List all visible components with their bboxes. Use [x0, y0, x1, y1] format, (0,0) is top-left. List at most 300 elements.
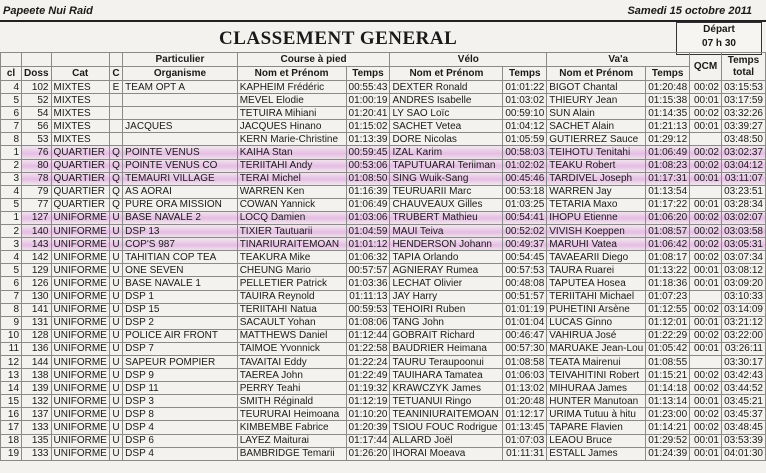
category-cell: UNIFORME [51, 238, 109, 251]
velo-time-cell: 01:13:45 [503, 421, 547, 434]
qcm-cell: 00:01 [690, 264, 722, 277]
vaa-time-cell: 01:21:13 [646, 120, 690, 133]
velo-time-cell: 01:13:02 [503, 382, 547, 395]
course-name-cell: TIXIER Tautuarii [237, 225, 346, 238]
vaa-time-cell: 01:17:22 [646, 198, 690, 211]
velo-name-cell: AGNIERAY Rumea [390, 264, 503, 277]
table-row [1, 382, 766, 395]
category-cell: UNIFORME [51, 316, 109, 329]
table-row [1, 133, 766, 146]
velo-time-cell: 01:01:22 [503, 81, 547, 94]
organisme-cell: DSP 9 [123, 369, 238, 382]
rank-cell: 4 [1, 81, 22, 94]
qcm-cell: 00:02 [690, 146, 722, 159]
bib-cell: 127 [22, 211, 51, 224]
table-row [1, 251, 766, 264]
vaa-name-cell: TAPARE Flavien [547, 421, 646, 434]
organisme-cell: DSP 4 [123, 421, 238, 434]
category-cell: UNIFORME [51, 342, 109, 355]
qcm-cell: 00:01 [690, 342, 722, 355]
organisme-cell: DSP 3 [123, 395, 238, 408]
course-time-cell: 00:59:45 [346, 146, 390, 159]
category-cell: QUARTIER [51, 146, 109, 159]
bib-cell: 136 [22, 342, 51, 355]
category-cell: MIXTES [51, 107, 109, 120]
total-time-cell: 03:26:11 [721, 342, 765, 355]
category-code-cell: U [109, 408, 122, 421]
course-name-cell: PERRY Teahi [237, 382, 346, 395]
category-code-cell: U [109, 355, 122, 368]
course-time-cell: 00:59:53 [346, 303, 390, 316]
rank-cell: 7 [1, 290, 22, 303]
velo-name-cell: SACHET Vetea [390, 120, 503, 133]
header-rule [0, 20, 766, 22]
course-time-cell: 01:08:06 [346, 316, 390, 329]
total-time-cell: 03:23:51 [721, 185, 765, 198]
vaa-name-cell: MIHURAA James [547, 382, 646, 395]
organisme-cell: DSP 2 [123, 316, 238, 329]
table-row [1, 211, 766, 224]
vaa-name-cell: TEIHOTU Tenitahi [547, 146, 646, 159]
table-row [1, 159, 766, 172]
vaa-name-cell: PUHETINI Arsène [547, 303, 646, 316]
qcm-cell [690, 290, 722, 303]
table-row [1, 434, 766, 447]
col-vaa-nom: Nom et Prénom [547, 67, 646, 81]
vaa-time-cell: 01:13:14 [646, 395, 690, 408]
category-code-cell: E [109, 81, 122, 94]
qcm-cell: 00:02 [690, 211, 722, 224]
qcm-cell: 00:02 [690, 81, 722, 94]
total-time-cell: 03:28:34 [721, 198, 765, 211]
col-cat: Cat [51, 67, 109, 81]
vaa-name-cell: TEAKU Robert [547, 159, 646, 172]
col-c: C [109, 67, 122, 81]
rank-cell: 18 [1, 434, 22, 447]
page-title: CLASSEMENT GENERAL [219, 28, 458, 49]
table-row [1, 355, 766, 368]
velo-name-cell: GOBRAIT Richard [390, 329, 503, 342]
qcm-cell [690, 355, 722, 368]
course-name-cell: WARREN Ken [237, 185, 346, 198]
velo-time-cell: 00:57:30 [503, 342, 547, 355]
total-time-cell: 03:32:26 [721, 107, 765, 120]
course-name-cell: TETUIRA Mihiani [237, 107, 346, 120]
table-row [1, 408, 766, 421]
category-cell: UNIFORME [51, 369, 109, 382]
velo-name-cell: LECHAT Olivier [390, 277, 503, 290]
course-time-cell: 01:22:49 [346, 369, 390, 382]
velo-time-cell: 00:54:41 [503, 211, 547, 224]
total-time-cell: 03:04:12 [721, 159, 765, 172]
category-code-cell: U [109, 382, 122, 395]
velo-time-cell: 01:04:12 [503, 120, 547, 133]
velo-time-cell: 00:57:53 [503, 264, 547, 277]
rank-cell: 7 [1, 120, 22, 133]
qcm-cell: 00:01 [690, 434, 722, 447]
course-time-cell: 01:06:49 [346, 198, 390, 211]
velo-time-cell: 00:46:47 [503, 329, 547, 342]
course-time-cell: 01:16:39 [346, 185, 390, 198]
organisme-cell: TEAM OPT A [123, 81, 238, 94]
bib-cell: 135 [22, 434, 51, 447]
col-doss: Doss [22, 67, 51, 81]
course-name-cell: BAMBRIDGE Temarii [237, 447, 346, 460]
category-code-cell: U [109, 421, 122, 434]
table-row [1, 264, 766, 277]
course-time-cell: 01:20:39 [346, 421, 390, 434]
bib-cell: 142 [22, 251, 51, 264]
col-velo-nom: Nom et Prénom [390, 67, 503, 81]
vaa-time-cell: 01:14:21 [646, 421, 690, 434]
group-velo: Vélo [390, 53, 547, 67]
bib-cell: 102 [22, 81, 51, 94]
bib-cell: 143 [22, 238, 51, 251]
vaa-name-cell: TEIVAHITINI Robert [547, 369, 646, 382]
velo-time-cell: 01:07:03 [503, 434, 547, 447]
organisme-cell: SAPEUR POMPIER [123, 355, 238, 368]
organisme-cell [123, 94, 238, 107]
vaa-name-cell: URIMA Tutuu à hitu [547, 408, 646, 421]
velo-name-cell: BAUDRIER Heimana [390, 342, 503, 355]
rank-cell: 2 [1, 159, 22, 172]
velo-time-cell: 00:48:08 [503, 277, 547, 290]
depart-box [676, 22, 762, 55]
velo-name-cell: DORE Nicolas [390, 133, 503, 146]
course-time-cell: 01:22:58 [346, 342, 390, 355]
course-time-cell: 01:15:02 [346, 120, 390, 133]
vaa-name-cell: IHOPU Etienne [547, 211, 646, 224]
qcm-cell: 00:02 [690, 159, 722, 172]
total-time-cell: 03:45:21 [721, 395, 765, 408]
group-vaa: Va'a [547, 53, 690, 67]
vaa-name-cell: TETARIA Maxo [547, 198, 646, 211]
qcm-cell: 00:02 [690, 251, 722, 264]
bib-cell: 52 [22, 94, 51, 107]
vaa-time-cell: 01:06:20 [646, 211, 690, 224]
table-row [1, 225, 766, 238]
category-cell: UNIFORME [51, 329, 109, 342]
category-code-cell [109, 94, 122, 107]
velo-name-cell: ANDRES Isabelle [390, 94, 503, 107]
vaa-name-cell: TEATA Mairenui [547, 355, 646, 368]
category-cell: UNIFORME [51, 211, 109, 224]
group-header-row [1, 53, 766, 67]
qcm-cell: 00:02 [690, 303, 722, 316]
category-code-cell: U [109, 395, 122, 408]
category-code-cell: Q [109, 185, 122, 198]
organisme-cell: POLICE AIR FRONT [123, 329, 238, 342]
category-cell: UNIFORME [51, 421, 109, 434]
qcm-cell: 00:02 [690, 408, 722, 421]
velo-time-cell: 01:05:59 [503, 133, 547, 146]
category-cell: MIXTES [51, 120, 109, 133]
velo-name-cell: TSIOU FOUC Rodrigue [390, 421, 503, 434]
category-code-cell: U [109, 369, 122, 382]
qcm-cell: 00:01 [690, 172, 722, 185]
velo-time-cell: 00:49:37 [503, 238, 547, 251]
organisme-cell: POINTE VENUS [123, 146, 238, 159]
rank-cell: 8 [1, 133, 22, 146]
total-time-cell: 03:17:59 [721, 94, 765, 107]
qcm-cell: 00:02 [690, 225, 722, 238]
organisme-cell: COP'S 987 [123, 238, 238, 251]
vaa-time-cell: 01:29:12 [646, 133, 690, 146]
bib-cell: 129 [22, 264, 51, 277]
qcm-cell: 00:01 [690, 198, 722, 211]
category-code-cell: U [109, 342, 122, 355]
bib-cell: 126 [22, 277, 51, 290]
vaa-name-cell: LUCAS Ginno [547, 316, 646, 329]
results-table [0, 52, 766, 461]
table-row [1, 94, 766, 107]
velo-name-cell: TAPIA Orlando [390, 251, 503, 264]
vaa-time-cell: 01:06:42 [646, 238, 690, 251]
course-name-cell: COWAN Yannick [237, 198, 346, 211]
category-code-cell: Q [109, 198, 122, 211]
course-time-cell: 01:01:12 [346, 238, 390, 251]
category-cell: QUARTIER [51, 172, 109, 185]
table-row [1, 107, 766, 120]
table-row [1, 369, 766, 382]
col-course-temps: Temps [346, 67, 390, 81]
bib-cell: 79 [22, 185, 51, 198]
velo-time-cell: 00:59:10 [503, 107, 547, 120]
course-time-cell: 01:06:32 [346, 251, 390, 264]
rank-cell: 10 [1, 329, 22, 342]
vaa-time-cell: 01:07:23 [646, 290, 690, 303]
organisme-cell: TAHITIAN COP TEA [123, 251, 238, 264]
course-time-cell: 01:12:44 [346, 329, 390, 342]
course-time-cell: 01:00:19 [346, 94, 390, 107]
vaa-name-cell: WARREN Jay [547, 185, 646, 198]
vaa-time-cell: 01:24:39 [646, 447, 690, 460]
category-code-cell [109, 120, 122, 133]
velo-name-cell: HENDERSON Johann [390, 238, 503, 251]
velo-name-cell: TAPUTUARAI Teriiman [390, 159, 503, 172]
velo-time-cell: 01:08:58 [503, 355, 547, 368]
total-time-cell: 03:45:37 [721, 408, 765, 421]
velo-name-cell: TAUIHARA Tamatea [390, 369, 503, 382]
category-cell: UNIFORME [51, 395, 109, 408]
organisme-cell: DSP 13 [123, 225, 238, 238]
course-time-cell: 01:13:39 [346, 133, 390, 146]
vaa-time-cell: 01:05:42 [646, 342, 690, 355]
course-name-cell: KIMBEMBE Fabrice [237, 421, 346, 434]
document-header [0, 3, 766, 20]
course-name-cell: JACQUES Hinano [237, 120, 346, 133]
velo-time-cell: 00:54:45 [503, 251, 547, 264]
category-cell: UNIFORME [51, 434, 109, 447]
table-row [1, 421, 766, 434]
rank-cell: 4 [1, 251, 22, 264]
vaa-time-cell: 01:08:55 [646, 355, 690, 368]
velo-time-cell: 01:01:04 [503, 316, 547, 329]
course-name-cell: TERIITAHI Andy [237, 159, 346, 172]
vaa-time-cell: 01:08:57 [646, 225, 690, 238]
group-course: Course à pied [237, 53, 390, 67]
category-code-cell [109, 133, 122, 146]
table-row [1, 447, 766, 460]
vaa-name-cell: TAURA Ruarei [547, 264, 646, 277]
category-cell: QUARTIER [51, 198, 109, 211]
bib-cell: 131 [22, 316, 51, 329]
rank-cell: 3 [1, 172, 22, 185]
category-cell: MIXTES [51, 81, 109, 94]
velo-name-cell: TEHOIRI Ruben [390, 303, 503, 316]
organisme-cell [123, 107, 238, 120]
vaa-time-cell: 01:13:54 [646, 185, 690, 198]
total-time-cell: 03:08:12 [721, 264, 765, 277]
bib-cell: 54 [22, 107, 51, 120]
category-cell: QUARTIER [51, 159, 109, 172]
bib-cell: 133 [22, 421, 51, 434]
vaa-time-cell: 01:29:52 [646, 434, 690, 447]
total-time-cell: 03:09:20 [721, 277, 765, 290]
category-code-cell: U [109, 434, 122, 447]
total-time-cell: 03:48:50 [721, 133, 765, 146]
category-code-cell: Q [109, 159, 122, 172]
table-row [1, 185, 766, 198]
category-cell: MIXTES [51, 94, 109, 107]
rank-cell: 1 [1, 146, 22, 159]
bib-cell: 53 [22, 133, 51, 146]
qcm-cell: 00:02 [690, 382, 722, 395]
total-time-cell: 03:05:31 [721, 238, 765, 251]
total-time-cell: 03:44:52 [721, 382, 765, 395]
bib-cell: 138 [22, 369, 51, 382]
col-vaa-temps: Temps [646, 67, 690, 81]
course-name-cell: TEAKURA Mike [237, 251, 346, 264]
bib-cell: 128 [22, 329, 51, 342]
course-name-cell: TAIMOE Yvonnick [237, 342, 346, 355]
col-velo-temps: Temps [503, 67, 547, 81]
results-body [1, 81, 766, 461]
category-code-cell: U [109, 290, 122, 303]
velo-name-cell: KRAWCZYK James [390, 382, 503, 395]
organisme-cell: DSP 6 [123, 434, 238, 447]
bib-cell: 78 [22, 172, 51, 185]
total-time-cell: 04:01:30 [721, 447, 765, 460]
rank-cell: 5 [1, 94, 22, 107]
velo-time-cell: 01:03:25 [503, 198, 547, 211]
vaa-time-cell: 01:06:49 [646, 146, 690, 159]
vaa-time-cell: 01:15:21 [646, 369, 690, 382]
vaa-name-cell: MARUHI Vatea [547, 238, 646, 251]
course-time-cell: 01:03:36 [346, 277, 390, 290]
total-time-cell: 03:42:43 [721, 369, 765, 382]
organisme-cell: DSP 15 [123, 303, 238, 316]
bib-cell: 132 [22, 395, 51, 408]
vaa-time-cell: 01:12:55 [646, 303, 690, 316]
category-code-cell: U [109, 238, 122, 251]
total-time-cell: 03:11:07 [721, 172, 765, 185]
qcm-cell: 00:01 [690, 94, 722, 107]
rank-cell: 5 [1, 198, 22, 211]
vaa-time-cell: 01:15:38 [646, 94, 690, 107]
qcm-cell: 00:02 [690, 238, 722, 251]
organisme-cell [123, 133, 238, 146]
qcm-cell: 00:02 [690, 369, 722, 382]
course-time-cell: 01:12:19 [346, 395, 390, 408]
table-row [1, 146, 766, 159]
rank-cell: 16 [1, 408, 22, 421]
course-time-cell: 00:55:43 [346, 81, 390, 94]
course-name-cell: TERIITAHI Natua [237, 303, 346, 316]
velo-name-cell: IZAL Karim [390, 146, 503, 159]
vaa-time-cell: 01:17:31 [646, 172, 690, 185]
rank-cell: 13 [1, 369, 22, 382]
vaa-name-cell: VIVISH Koeppen [547, 225, 646, 238]
vaa-name-cell: LEAOU Bruce [547, 434, 646, 447]
category-cell: UNIFORME [51, 447, 109, 460]
table-row [1, 290, 766, 303]
category-cell: UNIFORME [51, 277, 109, 290]
velo-time-cell: 01:12:17 [503, 408, 547, 421]
course-time-cell: 01:20:41 [346, 107, 390, 120]
rank-cell: 12 [1, 355, 22, 368]
vaa-time-cell: 01:08:17 [646, 251, 690, 264]
group-temps-total: Temps total [721, 53, 765, 81]
total-time-cell: 03:53:39 [721, 434, 765, 447]
vaa-name-cell: GUTIERREZ Sauce [547, 133, 646, 146]
velo-name-cell: IHORAI Moeava [390, 447, 503, 460]
category-code-cell: U [109, 251, 122, 264]
qcm-cell: 00:02 [690, 421, 722, 434]
velo-name-cell: JAY Harry [390, 290, 503, 303]
total-time-cell: 03:14:09 [721, 303, 765, 316]
bib-cell: 130 [22, 290, 51, 303]
vaa-name-cell: TARDIVEL Joseph [547, 172, 646, 185]
group-qcm: QCM [690, 53, 722, 81]
velo-time-cell: 00:52:02 [503, 225, 547, 238]
organisme-cell: AS AORAI [123, 185, 238, 198]
organisme-cell: PURE ORA MISSION [123, 198, 238, 211]
category-code-cell: U [109, 303, 122, 316]
vaa-time-cell: 01:08:23 [646, 159, 690, 172]
organisme-cell: DSP 4 [123, 447, 238, 460]
total-time-cell: 03:02:37 [721, 146, 765, 159]
velo-name-cell: SING Wuik-Sang [390, 172, 503, 185]
col-organisme: Organisme [123, 67, 238, 81]
vaa-name-cell: TERIITAHI Michael [547, 290, 646, 303]
category-code-cell [109, 107, 122, 120]
velo-time-cell: 00:51:57 [503, 290, 547, 303]
organisme-cell: BASE NAVALE 1 [123, 277, 238, 290]
category-code-cell: Q [109, 172, 122, 185]
course-time-cell: 00:57:57 [346, 264, 390, 277]
course-name-cell: LAYEZ Maiturai [237, 434, 346, 447]
course-name-cell: KAIHA Stan [237, 146, 346, 159]
rank-cell: 4 [1, 185, 22, 198]
course-name-cell: TINARIURAITEMOAN [237, 238, 346, 251]
rank-cell: 19 [1, 447, 22, 460]
velo-time-cell: 01:02:02 [503, 159, 547, 172]
vaa-name-cell: MARUAKE Jean-Lou [547, 342, 646, 355]
vaa-name-cell: SACHET Alain [547, 120, 646, 133]
qcm-cell: 00:01 [690, 395, 722, 408]
velo-time-cell: 01:06:03 [503, 369, 547, 382]
velo-name-cell: TRUBERT Mathieu [390, 211, 503, 224]
table-row [1, 120, 766, 133]
rank-cell: 8 [1, 303, 22, 316]
bib-cell: 77 [22, 198, 51, 211]
velo-time-cell: 01:20:48 [503, 395, 547, 408]
velo-name-cell: TEANINIURAITEMOAN [390, 408, 503, 421]
vaa-name-cell: VAHIRUA José [547, 329, 646, 342]
rank-cell: 15 [1, 395, 22, 408]
course-name-cell: MEVEL Elodie [237, 94, 346, 107]
